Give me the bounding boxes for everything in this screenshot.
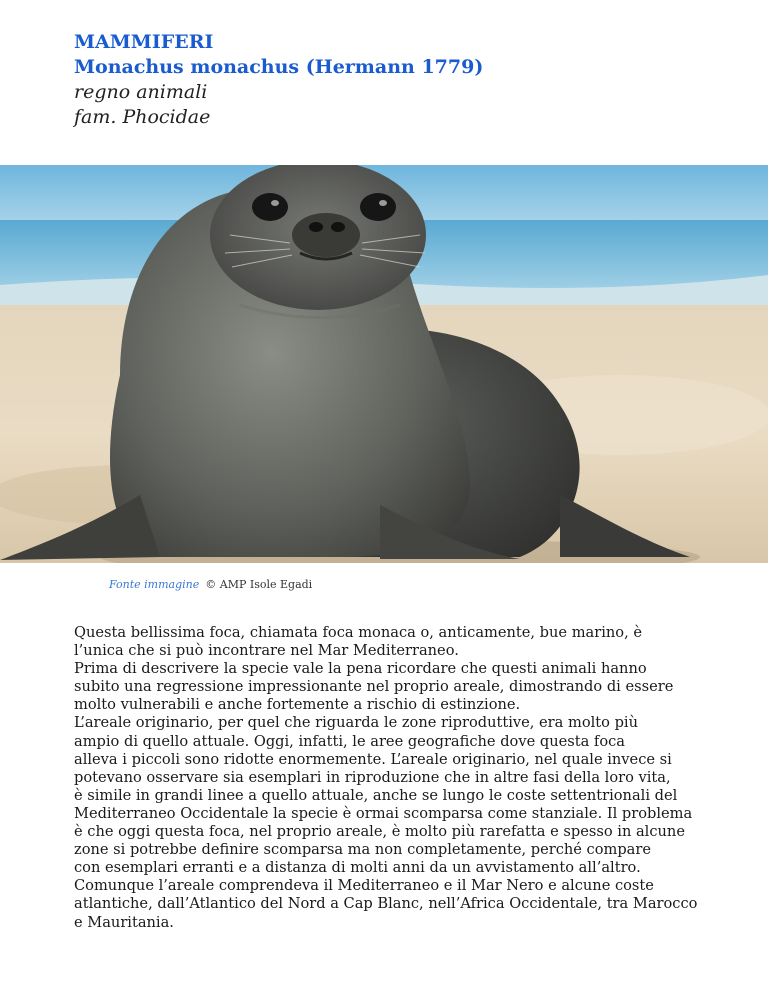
text-line: zone si potrebbe definire scomparsa ma non completamente, perché compare [74, 841, 651, 859]
text-line: subito una regressione impressionante nel proprio areale, dimostrando di essere [74, 678, 674, 696]
description-text [74, 624, 714, 932]
text-line: potevano osservare sia esemplari in riproduzione che in altre fasi della loro vita, [74, 768, 671, 786]
monk-seal-photo [0, 165, 768, 563]
text-line: Comunque l’areale comprendeva il Mediterraneo e il Mar Nero e alcune coste [74, 877, 654, 895]
family-label: fam. Phocidae [74, 106, 211, 128]
species-header [74, 30, 714, 130]
text-line: è simile in grandi linee a quello attuale, anche se lungo le coste settentrionali del [74, 786, 678, 804]
text-line: è che oggi questa foca, nel proprio areale, è molto più rarefatta e spesso in alcune [74, 823, 685, 841]
text-line: molto vulnerabili e anche fortemente a rischio di estinzione. [74, 696, 521, 714]
kingdom-label: regno animali [74, 81, 208, 103]
text-line: l’unica che si può incontrare nel Mar Mediterraneo. [74, 642, 459, 660]
monk-seal-illustration [0, 165, 768, 563]
text-line: con esemplari erranti e a distanza di molti anni da un avvistamento all’altro. [74, 859, 641, 877]
text-line: atlantiche, dall’Atlantico del Nord a Cap Blanc, nell’Africa Occidentale, tra Marocco [74, 895, 698, 913]
image-caption [109, 578, 312, 592]
text-line: Questa bellissima foca, chiamata foca monaca o, anticamente, bue marino, è [74, 624, 642, 641]
text-line: Prima di descrivere la specie vale la pena ricordare che questi animali hanno [74, 660, 647, 678]
class-label: MAMMIFERI [74, 31, 214, 53]
image-source-link[interactable]: Fonte immagine [109, 578, 200, 591]
text-line: Mediterraneo Occidentale la specie è ormai scomparsa come stanziale. Il problema [74, 804, 693, 822]
text-line: ampio di quello attuale. Oggi, infatti, le aree geografiche dove questa foca [74, 732, 625, 750]
text-line: e Mauritania. [74, 913, 174, 931]
text-line: L’areale originario, per quel che riguarda le zone riproduttive, era molto più [74, 714, 638, 732]
text-line: alleva i piccoli sono ridotte enormemente. L’areale originario, nel quale invece si [74, 750, 672, 768]
species-name: Monachus monachus (Hermann 1779) [74, 56, 484, 78]
copyright-notice: © AMP Isole Egadi [205, 578, 313, 591]
